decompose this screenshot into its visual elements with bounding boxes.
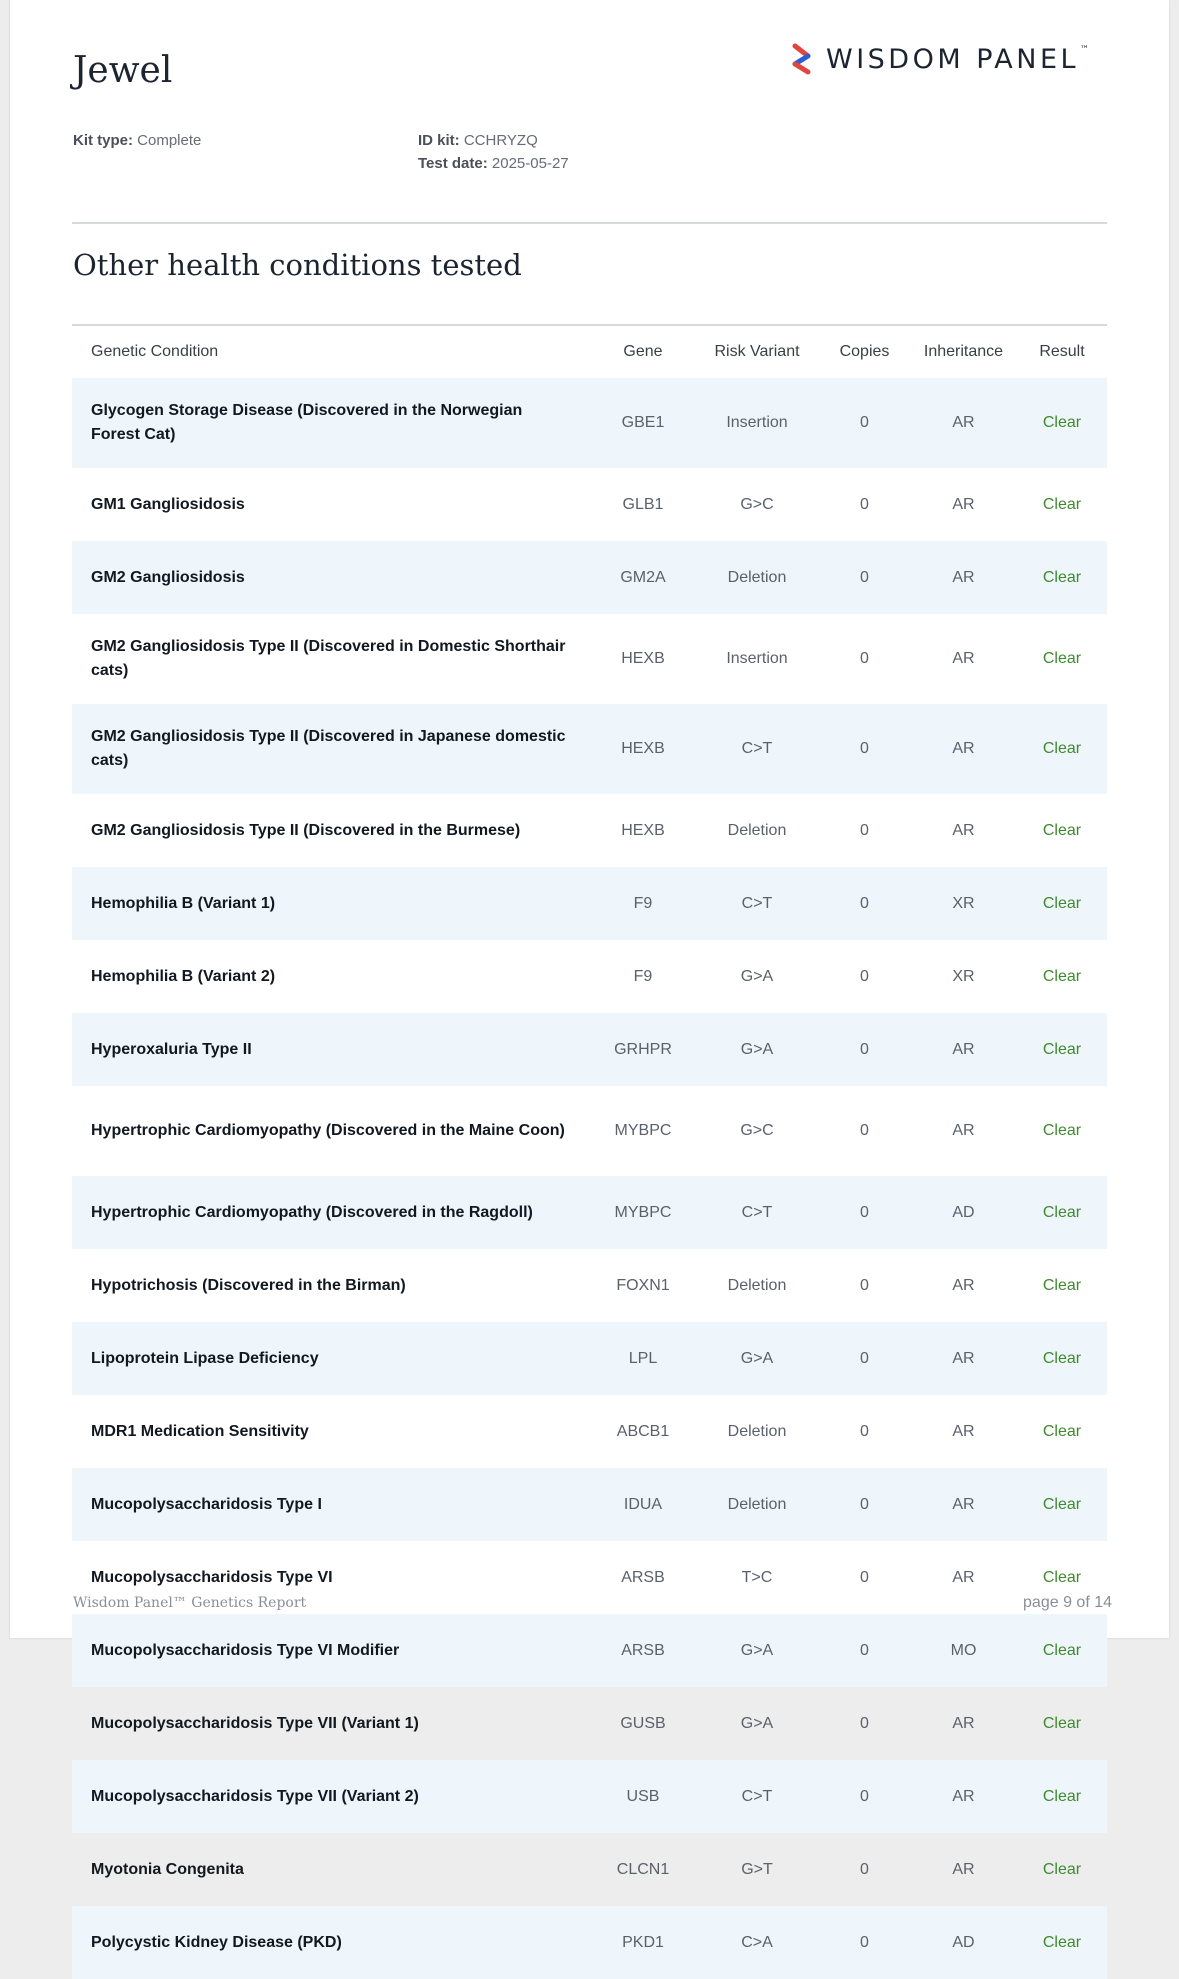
table-row	[72, 614, 1107, 704]
gene-cell: FOXN1	[616, 1276, 670, 1294]
copies-cell: 0	[860, 1276, 869, 1294]
gene-cell: MYBPC	[614, 1122, 672, 1139]
risk-variant-cell: C>T	[741, 1203, 773, 1221]
id-kit	[418, 129, 569, 152]
table-header-row	[72, 326, 1107, 378]
header-divider	[72, 222, 1107, 224]
risk-variant-cell: C>T	[741, 894, 773, 912]
risk-variant-cell: Deletion	[727, 1422, 787, 1440]
inheritance-cell: AR	[952, 650, 975, 667]
risk-variant-cell: G>A	[740, 1349, 774, 1367]
copies-cell: 0	[860, 821, 869, 839]
risk-variant-cell: Deletion	[727, 821, 787, 839]
result-cell: Clear	[1042, 1860, 1082, 1878]
inheritance-cell: AR	[952, 821, 975, 839]
test-date-label: Test date:	[418, 155, 488, 172]
table-row	[72, 1468, 1107, 1541]
inheritance-cell: XR	[952, 967, 975, 985]
result-cell: Clear	[1042, 1349, 1082, 1367]
risk-variant-cell: Insertion	[726, 650, 788, 667]
risk-variant-cell: Insertion	[726, 414, 788, 431]
risk-variant-cell: G>A	[740, 1641, 774, 1659]
gene-cell: F9	[633, 894, 653, 912]
pet-name: Jewel	[73, 50, 173, 91]
kit-type-value: Complete	[137, 132, 202, 149]
gene-cell: LPL	[628, 1349, 658, 1367]
gene-cell: GUSB	[620, 1714, 666, 1732]
table-row	[72, 794, 1107, 867]
risk-variant-cell: G>A	[740, 1714, 774, 1732]
gene-cell: F9	[633, 967, 653, 985]
column-header-condition: Genetic Condition	[91, 343, 219, 360]
table-row	[72, 468, 1107, 541]
column-header-risk-variant: Risk Variant	[714, 343, 800, 360]
inheritance-cell: AD	[952, 1933, 975, 1951]
condition-name: Mucopolysaccharidosis Type VII (Variant 2)	[91, 1787, 419, 1805]
gene-cell: IDUA	[623, 1495, 663, 1513]
copies-cell: 0	[860, 650, 869, 667]
inheritance-cell: AR	[952, 1568, 975, 1586]
gene-cell: ARSB	[621, 1641, 665, 1659]
gene-cell: GM2A	[620, 568, 666, 586]
risk-variant-cell: Deletion	[727, 568, 787, 586]
condition-name: Mucopolysaccharidosis Type VI	[91, 1568, 333, 1586]
condition-name: GM2 Gangliosidosis	[91, 568, 245, 586]
risk-variant-cell: C>A	[741, 1933, 773, 1951]
risk-variant-cell: G>T	[741, 1860, 773, 1878]
risk-variant-cell: Deletion	[727, 1276, 787, 1294]
table-row	[72, 1176, 1107, 1249]
copies-cell: 0	[860, 1860, 869, 1878]
condition-name: MDR1 Medication Sensitivity	[91, 1422, 309, 1440]
gene-cell: GBE1	[621, 414, 665, 431]
risk-variant-cell: Deletion	[727, 1495, 787, 1513]
table-row	[72, 704, 1107, 794]
gene-cell: GLB1	[622, 495, 664, 513]
section-title: Other health conditions tested	[73, 248, 522, 282]
result-cell: Clear	[1042, 1122, 1082, 1139]
inheritance-cell: AR	[952, 1495, 975, 1513]
brand	[790, 42, 1089, 76]
condition-name: GM2 Gangliosidosis Type II (Discovered in Japanese domestic cats)	[91, 728, 566, 769]
inheritance-cell: AR	[952, 1349, 975, 1367]
gene-cell: HEXB	[621, 650, 665, 667]
condition-name: Hemophilia B (Variant 1)	[91, 894, 276, 912]
condition-name: GM1 Gangliosidosis	[91, 495, 245, 513]
gene-cell: ARSB	[621, 1568, 665, 1586]
id-kit-label: ID kit:	[418, 132, 460, 149]
table-row	[72, 541, 1107, 614]
gene-cell: HEXB	[621, 821, 665, 839]
risk-variant-cell: G>C	[740, 495, 774, 513]
condition-name: Hypertrophic Cardiomyopathy (Discovered in the Maine Coon)	[91, 1122, 565, 1139]
inheritance-cell: AR	[952, 1422, 975, 1440]
column-header-copies: Copies	[839, 343, 890, 360]
table-row	[72, 1249, 1107, 1322]
gene-cell: MYBPC	[614, 1203, 672, 1221]
report-page	[10, 0, 1169, 1951]
copies-cell: 0	[860, 1495, 869, 1513]
copies-cell: 0	[860, 414, 869, 431]
kit-type-label: Kit type:	[73, 132, 133, 149]
copies-cell: 0	[860, 495, 869, 513]
condition-name: Polycystic Kidney Disease (PKD)	[91, 1933, 342, 1951]
inheritance-cell: AR	[952, 1276, 975, 1294]
result-cell: Clear	[1042, 1714, 1082, 1732]
table-row	[72, 378, 1107, 468]
inheritance-cell: AR	[952, 1040, 975, 1058]
risk-variant-cell: G>A	[740, 967, 774, 985]
condition-name: Mucopolysaccharidosis Type I	[91, 1495, 322, 1513]
brand-trademark: ™	[1080, 44, 1090, 55]
id-kit-value: CCHRYZQ	[463, 132, 538, 149]
result-cell: Clear	[1042, 1276, 1082, 1294]
condition-name: Hemophilia B (Variant 2)	[91, 967, 276, 985]
result-cell: Clear	[1042, 1641, 1082, 1659]
condition-name: GM2 Gangliosidosis Type II (Discovered in the Burmese)	[91, 821, 521, 839]
risk-variant-cell: T>C	[741, 1568, 773, 1586]
result-cell: Clear	[1042, 414, 1082, 431]
copies-cell: 0	[860, 1349, 869, 1367]
condition-name: Hypotrichosis (Discovered in the Birman)	[91, 1276, 406, 1294]
table-row	[72, 1322, 1107, 1395]
copies-cell: 0	[860, 1714, 869, 1732]
copies-cell: 0	[860, 967, 869, 985]
condition-name: Hypertrophic Cardiomyopathy (Discovered in the Ragdoll)	[91, 1203, 533, 1221]
copies-cell: 0	[860, 1040, 869, 1058]
copies-cell: 0	[860, 1933, 869, 1951]
result-cell: Clear	[1042, 1787, 1082, 1805]
inheritance-cell: MO	[950, 1641, 977, 1659]
column-header-result: Result	[1039, 343, 1085, 360]
column-header-inheritance: Inheritance	[923, 343, 1004, 360]
result-cell: Clear	[1042, 1495, 1082, 1513]
gene-cell: GRHPR	[614, 1040, 672, 1058]
inheritance-cell: AR	[952, 414, 975, 431]
risk-variant-cell: C>T	[741, 740, 773, 757]
gene-cell: ABCB1	[616, 1422, 670, 1440]
condition-name: GM2 Gangliosidosis Type II (Discovered in Domestic Shorthair cats)	[91, 638, 566, 679]
table-row	[72, 1614, 1107, 1687]
inheritance-cell: XR	[952, 894, 975, 912]
copies-cell: 0	[860, 1568, 869, 1586]
table-row	[72, 1687, 1107, 1760]
copies-cell: 0	[860, 1203, 869, 1221]
copies-cell: 0	[860, 1787, 869, 1805]
table-row	[72, 1833, 1107, 1906]
inheritance-cell: AR	[952, 1714, 975, 1732]
risk-variant-cell: G>A	[740, 1040, 774, 1058]
result-cell: Clear	[1042, 1568, 1082, 1586]
wisdom-panel-logo-icon	[790, 42, 814, 76]
kit-type	[73, 129, 201, 152]
result-cell: Clear	[1042, 495, 1082, 513]
table-row	[72, 1013, 1107, 1086]
result-cell: Clear	[1042, 894, 1082, 912]
table-row	[72, 1395, 1107, 1468]
test-date-value: 2025-05-27	[491, 155, 569, 172]
test-date	[418, 152, 569, 175]
inheritance-cell: AR	[952, 1860, 975, 1878]
inheritance-cell: AR	[952, 1787, 975, 1805]
table-row	[72, 940, 1107, 1013]
condition-name: Hyperoxaluria Type II	[91, 1040, 252, 1058]
result-cell: Clear	[1042, 650, 1082, 667]
inheritance-cell: AR	[952, 568, 975, 586]
table-row	[72, 1906, 1107, 1979]
copies-cell: 0	[860, 568, 869, 586]
gene-cell: CLCN1	[616, 1860, 670, 1878]
brand-name: WISDOM PANEL™	[826, 43, 1090, 75]
gene-cell: HEXB	[621, 740, 665, 757]
inheritance-cell: AR	[952, 740, 975, 757]
condition-name: Mucopolysaccharidosis Type VII (Variant 1)	[91, 1714, 419, 1732]
conditions-table	[72, 326, 1107, 1979]
result-cell: Clear	[1042, 1203, 1082, 1221]
result-cell: Clear	[1042, 1933, 1082, 1951]
result-cell: Clear	[1042, 740, 1082, 757]
gene-cell: PKD1	[622, 1933, 664, 1951]
table-row	[72, 1760, 1107, 1833]
footer-report-name: Wisdom Panel™ Genetics Report	[73, 1595, 307, 1611]
copies-cell: 0	[860, 894, 869, 912]
condition-name: Lipoprotein Lipase Deficiency	[91, 1349, 319, 1367]
risk-variant-cell: C>T	[741, 1787, 773, 1805]
copies-cell: 0	[860, 1122, 869, 1139]
result-cell: Clear	[1042, 1040, 1082, 1058]
page-number: page 9 of 14	[1023, 1594, 1112, 1611]
table-row	[72, 1086, 1107, 1176]
gene-cell: USB	[626, 1787, 660, 1805]
copies-cell: 0	[860, 740, 869, 757]
result-cell: Clear	[1042, 1422, 1082, 1440]
risk-variant-cell: G>C	[740, 1122, 774, 1139]
inheritance-cell: AD	[952, 1203, 975, 1221]
condition-name: Glycogen Storage Disease (Discovered in the Norwegian Forest Cat)	[91, 402, 523, 443]
table-row	[72, 867, 1107, 940]
copies-cell: 0	[860, 1641, 869, 1659]
copies-cell: 0	[860, 1422, 869, 1440]
result-cell: Clear	[1042, 568, 1082, 586]
condition-name: Mucopolysaccharidosis Type VI Modifier	[91, 1641, 400, 1659]
inheritance-cell: AR	[952, 495, 975, 513]
result-cell: Clear	[1042, 967, 1082, 985]
result-cell: Clear	[1042, 821, 1082, 839]
inheritance-cell: AR	[952, 1122, 975, 1139]
kit-details	[418, 129, 569, 175]
column-header-gene: Gene	[623, 343, 663, 360]
condition-name: Myotonia Congenita	[91, 1860, 244, 1878]
